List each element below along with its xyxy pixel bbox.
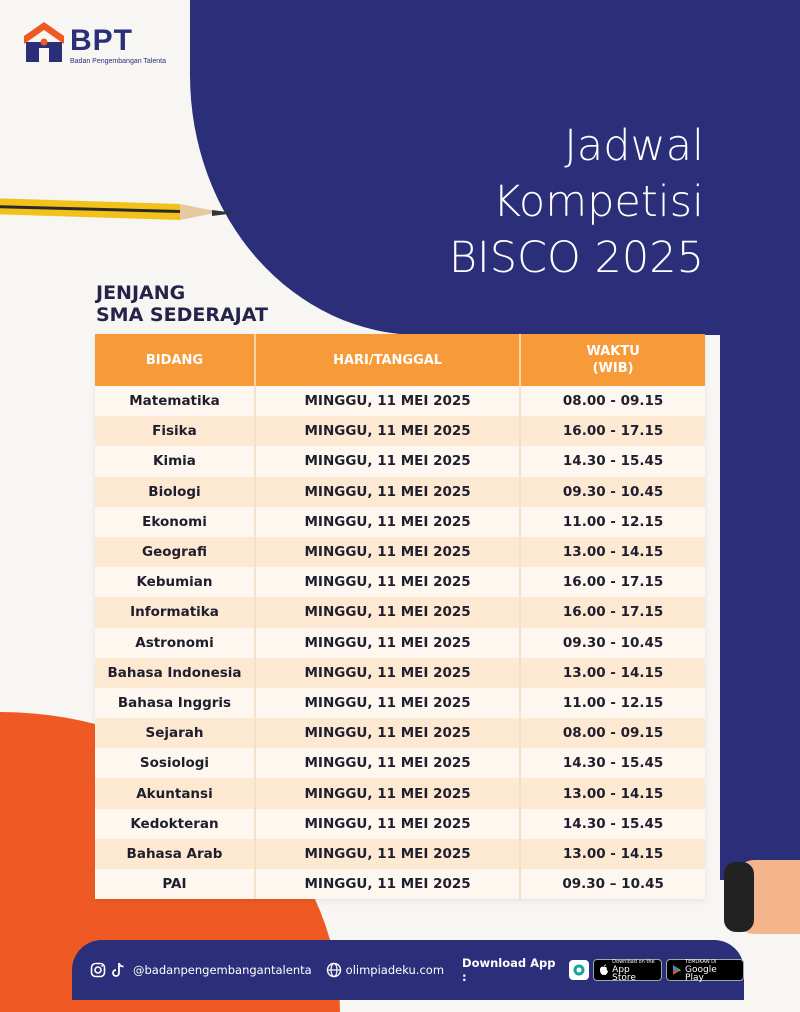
instagram-icon[interactable] xyxy=(90,962,106,978)
table-row xyxy=(95,658,705,688)
table-row xyxy=(95,628,705,658)
cell-waktu: 13.00 - 14.15 xyxy=(562,544,664,561)
table-row xyxy=(95,778,705,808)
website-text: olimpiadeku.com xyxy=(345,963,445,977)
cell-waktu: 08.00 - 09.15 xyxy=(562,393,664,410)
table-body xyxy=(95,386,705,899)
cell-waktu: 09.30 - 10.45 xyxy=(562,634,664,651)
cell-waktu: 14.30 - 15.45 xyxy=(562,755,664,772)
cell-hari-tanggal: MINGGU, 11 MEI 2025 xyxy=(256,567,521,597)
cell-hari-tanggal: MINGGU, 11 MEI 2025 xyxy=(256,869,521,899)
level-heading xyxy=(96,282,268,326)
cell-bidang: Sosiologi xyxy=(95,748,256,778)
google-play-button[interactable] xyxy=(666,959,744,981)
cell-bidang: Biologi xyxy=(95,477,256,507)
app-icon[interactable] xyxy=(569,960,589,980)
cell-hari-tanggal: MINGGU, 11 MEI 2025 xyxy=(256,477,521,507)
brand-name: BPT xyxy=(70,24,133,57)
cell-bidang: PAI xyxy=(95,869,256,899)
cell-bidang: Bahasa Arab xyxy=(95,839,256,869)
eraser-decoration xyxy=(722,852,800,942)
cell-hari-tanggal: MINGGU, 11 MEI 2025 xyxy=(256,778,521,808)
cell-waktu: 08.00 - 09.15 xyxy=(562,725,664,742)
cell-bidang: Fisika xyxy=(95,416,256,446)
header-hari-tanggal: HARI/TANGGAL xyxy=(256,334,521,386)
title-line-3: BISCO 2025 xyxy=(448,233,704,283)
level-line-1: JENJANG xyxy=(96,282,186,304)
table-row xyxy=(95,869,705,899)
cell-bidang: Kebumian xyxy=(95,567,256,597)
cell-bidang: Matematika xyxy=(95,386,256,416)
cell-hari-tanggal: MINGGU, 11 MEI 2025 xyxy=(256,718,521,748)
schedule-table xyxy=(95,334,705,899)
bpt-logo-icon xyxy=(22,20,66,64)
cell-bidang: Bahasa Indonesia xyxy=(95,658,256,688)
cell-hari-tanggal: MINGGU, 11 MEI 2025 xyxy=(256,748,521,778)
cell-hari-tanggal: MINGGU, 11 MEI 2025 xyxy=(256,658,521,688)
cell-waktu: 16.00 - 17.15 xyxy=(562,423,664,440)
table-row xyxy=(95,839,705,869)
google-play-icon xyxy=(672,964,682,976)
cell-waktu: 09.30 – 10.45 xyxy=(562,876,664,893)
tiktok-icon[interactable] xyxy=(110,962,126,978)
cell-bidang: Ekonomi xyxy=(95,507,256,537)
table-row xyxy=(95,446,705,476)
level-line-2: SMA SEDERAJAT xyxy=(96,304,268,326)
cell-waktu: 13.00 - 14.15 xyxy=(562,664,664,681)
table-row xyxy=(95,386,705,416)
table-row xyxy=(95,537,705,567)
cell-bidang: Informatika xyxy=(95,597,256,627)
google-play-small-text: TEMUKAN DI xyxy=(685,959,717,965)
social-links xyxy=(90,962,312,978)
download-label: Download App : xyxy=(462,956,556,984)
table-row xyxy=(95,477,705,507)
footer-bar xyxy=(72,940,744,1000)
google-play-large-text: Google Play xyxy=(685,965,717,983)
page-title xyxy=(304,118,704,286)
cell-waktu: 16.00 - 17.15 xyxy=(562,604,664,621)
cell-hari-tanggal: MINGGU, 11 MEI 2025 xyxy=(256,446,521,476)
cell-waktu: 13.00 - 14.15 xyxy=(562,785,664,802)
header-waktu-line-2: (WIB) xyxy=(592,361,634,376)
table-row xyxy=(95,597,705,627)
apple-icon xyxy=(599,964,609,976)
table-row xyxy=(95,748,705,778)
globe-icon xyxy=(326,962,342,978)
cell-waktu: 11.00 - 12.15 xyxy=(562,513,664,530)
cell-bidang: Geografi xyxy=(95,537,256,567)
table-header xyxy=(95,334,705,386)
cell-waktu: 13.00 - 14.15 xyxy=(562,845,664,862)
cell-bidang: Kedokteran xyxy=(95,809,256,839)
app-store-button[interactable] xyxy=(593,959,662,981)
header-waktu xyxy=(521,334,705,386)
cell-hari-tanggal: MINGGU, 11 MEI 2025 xyxy=(256,416,521,446)
cell-waktu: 16.00 - 17.15 xyxy=(562,574,664,591)
pencil-decoration xyxy=(0,190,250,230)
cell-bidang: Akuntansi xyxy=(95,778,256,808)
table-row xyxy=(95,416,705,446)
app-store-small-text: Download on the xyxy=(612,959,655,965)
brand-subtitle: Badan Pengembangan Talenta xyxy=(70,58,167,65)
cell-hari-tanggal: MINGGU, 11 MEI 2025 xyxy=(256,839,521,869)
cell-bidang: Bahasa Inggris xyxy=(95,688,256,718)
cell-bidang: Kimia xyxy=(95,446,256,476)
table-row xyxy=(95,507,705,537)
cell-waktu: 11.00 - 12.15 xyxy=(562,694,664,711)
cell-hari-tanggal: MINGGU, 11 MEI 2025 xyxy=(256,537,521,567)
title-line-2: Kompetisi xyxy=(492,177,704,227)
table-row xyxy=(95,567,705,597)
table-row xyxy=(95,809,705,839)
brand-logo xyxy=(22,20,192,70)
title-line-1: Jadwal xyxy=(564,121,704,171)
cell-hari-tanggal: MINGGU, 11 MEI 2025 xyxy=(256,597,521,627)
olimpiadeku-app-icon xyxy=(572,963,586,977)
table-row xyxy=(95,688,705,718)
cell-hari-tanggal: MINGGU, 11 MEI 2025 xyxy=(256,507,521,537)
cell-hari-tanggal: MINGGU, 11 MEI 2025 xyxy=(256,688,521,718)
cell-waktu: 14.30 - 15.45 xyxy=(562,453,664,470)
app-store-large-text: App Store xyxy=(612,965,636,983)
table-row xyxy=(95,718,705,748)
cell-hari-tanggal: MINGGU, 11 MEI 2025 xyxy=(256,809,521,839)
cell-waktu: 09.30 - 10.45 xyxy=(562,483,664,500)
website-link[interactable] xyxy=(326,962,444,978)
cell-hari-tanggal: MINGGU, 11 MEI 2025 xyxy=(256,386,521,416)
cell-bidang: Astronomi xyxy=(95,628,256,658)
cell-hari-tanggal: MINGGU, 11 MEI 2025 xyxy=(256,628,521,658)
social-handle[interactable]: @badanpengembangantalenta xyxy=(133,963,312,977)
cell-waktu: 14.30 - 15.45 xyxy=(562,815,664,832)
header-waktu-line-1: WAKTU xyxy=(586,344,640,359)
cell-bidang: Sejarah xyxy=(95,718,256,748)
header-bidang: BIDANG xyxy=(95,334,256,386)
navy-background-strip xyxy=(720,300,800,880)
